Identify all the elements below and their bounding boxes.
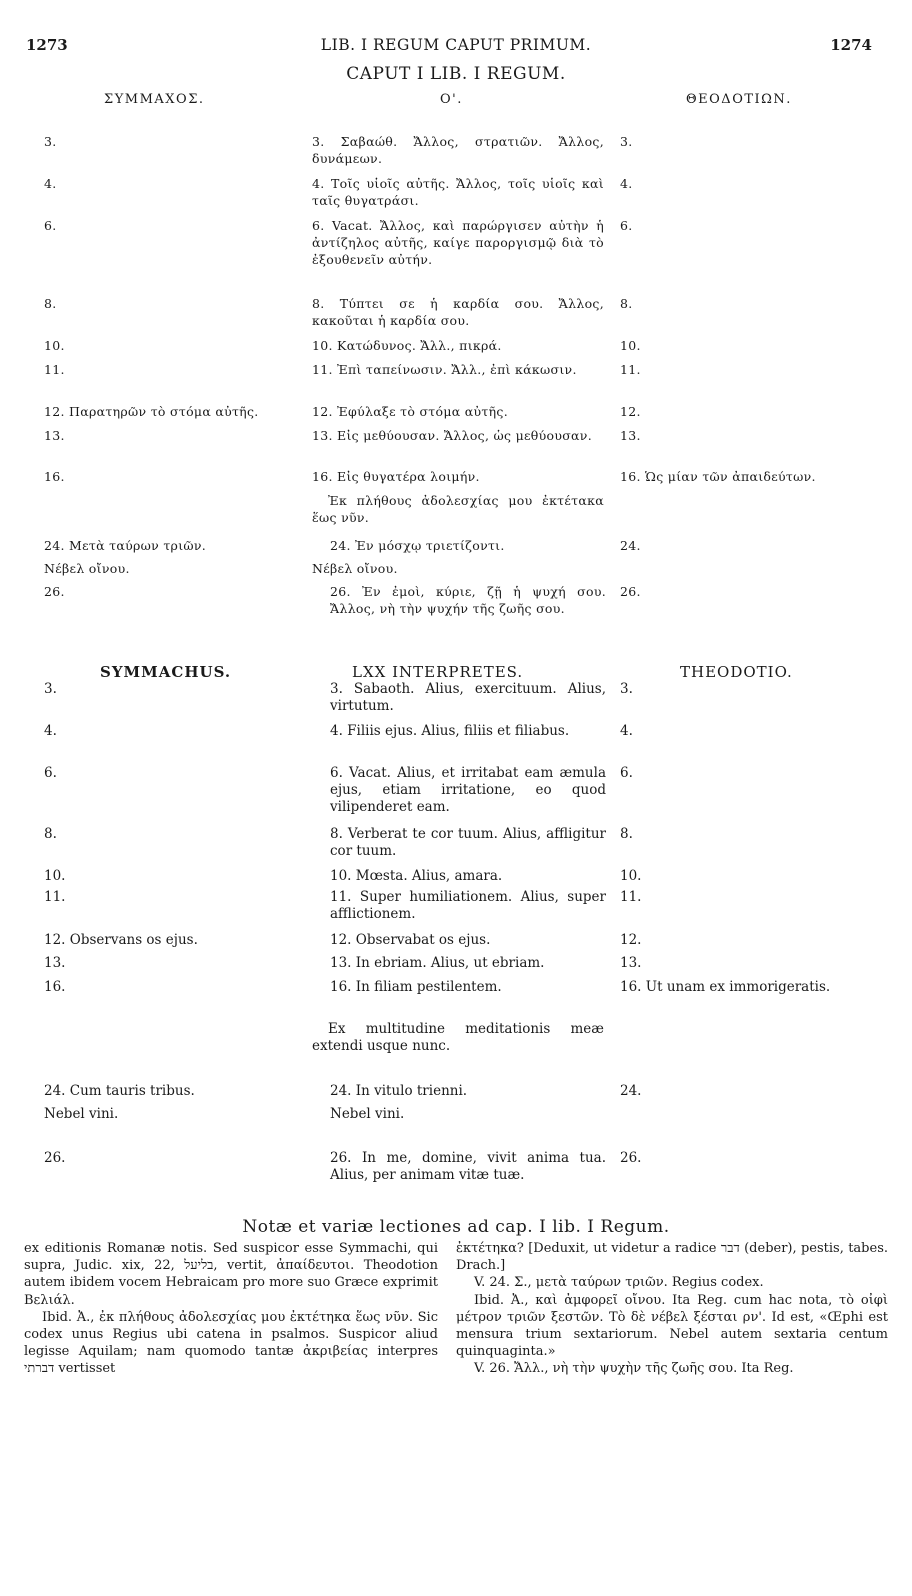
lxx-cell: 12. Ἐφύλαξε τὸ στόμα αὐτῆς. [312,404,509,419]
symmachus-cell: 6. [44,218,57,233]
lxx-cell: 6. Vacat. Ἄλλος, καὶ παρώργισεν αὐτὴν ἡ ἀντίζηλος αὐτῆς, καίγε παροργισμῷ διὰ τὸ ἐξουθενεῖν αὐτήν. [312,218,604,267]
lxx-cell: 11. Super humiliationem. Alius, super afflictionem. [330,889,606,922]
symmachus-cell: 11. [44,362,65,377]
symmachus-cell: 16. [44,469,65,484]
theodotion-cell: 8. [620,826,633,842]
theodotion-cell: 6. [620,218,633,233]
lxx-cell: 11. Ἐπὶ ταπείνωσιν. Ἄλλ., ἐπὶ κάκωσιν. [312,362,577,377]
col-head-theodotion-greek: ΘΕΟΔΟΤΙΩΝ. [686,92,792,107]
lxx-cell: Nebel vini. [330,1106,405,1122]
notes-left-column [24,1240,438,1378]
symmachus-cell: 13. [44,955,66,971]
col-head-symmachus-latin: SYMMACHUS. [100,663,232,681]
theodotion-cell: 13. [620,428,641,443]
note-paragraph: ex editionis Romanæ notis. Sed suspicor esse Symmachi, qui supra, Judic. xix, 22, בליעל, vertit, ἀπαίδευτοι. Theodotion autem ibidem vocem Hebraicam pro more suo Græce exprimit Βελιάλ. [24,1241,438,1308]
theodotion-cell: 16. Ὡς μίαν τῶν ἀπαιδεύτων. [620,469,816,484]
lxx-cell: Ἐκ πλήθους ἀδολεσχίας μου ἐκτέτακα ἕως νῦν. [312,493,604,525]
symmachus-cell: 4. [44,176,57,191]
lxx-cell: 13. In ebriam. Alius, ut ebriam. [330,955,545,971]
col-head-symmachus-greek: ΣΥΜΜΑΧΟΣ. [104,92,205,107]
notes-right-column [456,1240,888,1378]
theodotion-cell: 6. [620,765,633,781]
lxx-cell: 8. Verberat te cor tuum. Alius, affligitur cor tuum. [330,826,606,859]
symmachus-cell: 12. Παρατηρῶν τὸ στόμα αὐτῆς. [44,404,259,419]
symmachus-cell: 11. [44,889,66,905]
lxx-cell: Ex multitudine meditationis meæ extendi usque nunc. [312,1021,604,1054]
symmachus-cell: 4. [44,723,57,739]
theodotion-cell: 26. [620,1150,642,1166]
page-number-left: 1273 [26,36,68,54]
theodotion-cell: 4. [620,723,633,739]
note-paragraph: Ibid. Ἀ., ἐκ πλήθους ἀδολεσχίας μου ἐκτέτηκα ἕως νῦν. Sic codex unus Regius ubi catena in psalmos. Suspicor aliud legisse Aquilam; nam quomodo tantæ ἀκριβείας interpres דברתי vertisset [24,1309,438,1377]
note-paragraph: Ibid. Ἀ., καὶ ἀμφορεῖ οἴνου. Ita Reg. cum hac nota, τὸ οἰφὶ μέτρον τριῶν ξεστῶν. Τὸ δὲ νέβελ ξέσται ρν'. Id est, «Œphi est mensura trium sextariorum. Nebel autem sextaria centum quinquaginta.» [456,1292,888,1360]
note-paragraph: V. 24. Σ., μετὰ ταύρων τριῶν. Regius codex. [474,1275,764,1291]
lxx-cell: Νέβελ οἴνου. [312,561,398,576]
theodotion-cell: 24. [620,1083,642,1099]
lxx-cell: 16. In filiam pestilentem. [330,979,502,995]
lxx-cell: 4. Filiis ejus. Alius, filiis et filiabus. [330,723,570,739]
symmachus-cell: Νέβελ οἴνου. [44,561,130,576]
symmachus-cell: 6. [44,765,57,781]
note-paragraph: ἐκτέτηκα? [Deduxit, ut videtur a radice דבר (deber), pestis, tabes. Drach.] [456,1241,888,1274]
theodotion-cell: 3. [620,681,633,697]
symmachus-cell: Nebel vini. [44,1106,119,1122]
lxx-cell: 24. In vitulo trienni. [330,1083,468,1099]
symmachus-cell: 24. Cum tauris tribus. [44,1083,195,1099]
symmachus-cell: 13. [44,428,65,443]
symmachus-cell: 8. [44,826,57,842]
theodotion-cell: 4. [620,176,633,191]
lxx-cell: 6. Vacat. Alius, et irritabat eam æmula ejus, etiam irritatione, eo quod vilipenderet eam. [330,765,606,815]
lxx-cell: 4. Τοῖς υἱοῖς αὐτῆς. Ἄλλος, τοῖς υἱοῖς καὶ ταῖς θυγατράσι. [312,176,604,208]
symmachus-cell: 10. [44,338,65,353]
note-paragraph: V. 26. Ἄλλ., νὴ τὴν ψυχὴν τῆς ζωῆς σου. Ita Reg. [474,1361,794,1377]
symmachus-cell: 10. [44,868,66,884]
symmachus-cell: 3. [44,134,57,149]
lxx-cell: 10. Κατώδυνος. Ἄλλ., πικρά. [312,338,502,353]
lxx-cell: 3. Σαβαώθ. Ἄλλος, στρατιῶν. Ἄλλος, δυνάμεων. [312,134,604,166]
lxx-cell: 26. In me, domine, vivit anima tua. Alius, per animam vitæ tuæ. [330,1150,606,1183]
theodotion-cell: 12. [620,404,641,419]
symmachus-cell: 26. [44,1150,66,1166]
theodotion-cell: 16. Ut unam ex immorigeratis. [620,979,831,995]
lxx-cell: 16. Εἰς θυγατέρα λοιμήν. [312,469,480,484]
caput-title: CAPUT I LIB. I REGUM. [346,64,566,84]
theodotion-cell: 11. [620,362,641,377]
symmachus-cell: 16. [44,979,66,995]
theodotion-cell: 10. [620,338,641,353]
page-number-right: 1274 [830,36,872,54]
col-head-lxx-latin: LXX INTERPRETES. [352,663,524,681]
lxx-cell: 13. Εἰς μεθύουσαν. Ἄλλος, ὡς μεθύουσαν. [312,428,592,443]
theodotion-cell: 12. [620,932,642,948]
notes-title: Notæ et variæ lectiones ad cap. I lib. I Regum. [242,1217,670,1237]
theodotion-cell: 8. [620,296,633,311]
running-title: LIB. I REGUM CAPUT PRIMUM. [320,36,592,54]
theodotion-cell: 26. [620,584,641,599]
theodotion-cell: 10. [620,868,642,884]
lxx-cell: 3. Sabaoth. Alius, exercituum. Alius, virtutum. [330,681,606,714]
lxx-cell: 12. Observabat os ejus. [330,932,491,948]
theodotion-cell: 11. [620,889,642,905]
symmachus-cell: 24. Μετὰ ταύρων τριῶν. [44,538,207,553]
theodotion-cell: 3. [620,134,633,149]
theodotion-cell: 13. [620,955,642,971]
theodotion-cell: 24. [620,538,641,553]
col-head-theodotion-latin: THEODOTIO. [680,663,793,681]
symmachus-cell: 12. Observans os ejus. [44,932,198,948]
symmachus-cell: 3. [44,681,57,697]
symmachus-cell: 8. [44,296,57,311]
lxx-cell: 8. Τύπτει σε ἡ καρδία σου. Ἄλλος, κακοῦται ἡ καρδία σου. [312,296,604,328]
lxx-cell: 24. Ἐν μόσχῳ τριετίζοντι. [330,538,505,553]
symmachus-cell: 26. [44,584,65,599]
lxx-cell: 10. Mœsta. Alius, amara. [330,868,503,884]
col-head-lxx-greek: Ο'. [440,92,463,107]
lxx-cell: 26. Ἐν ἐμοὶ, κύριε, ζῇ ἡ ψυχή σου. Ἄλλος, νὴ τὴν ψυχήν τῆς ζωῆς σου. [330,584,606,616]
